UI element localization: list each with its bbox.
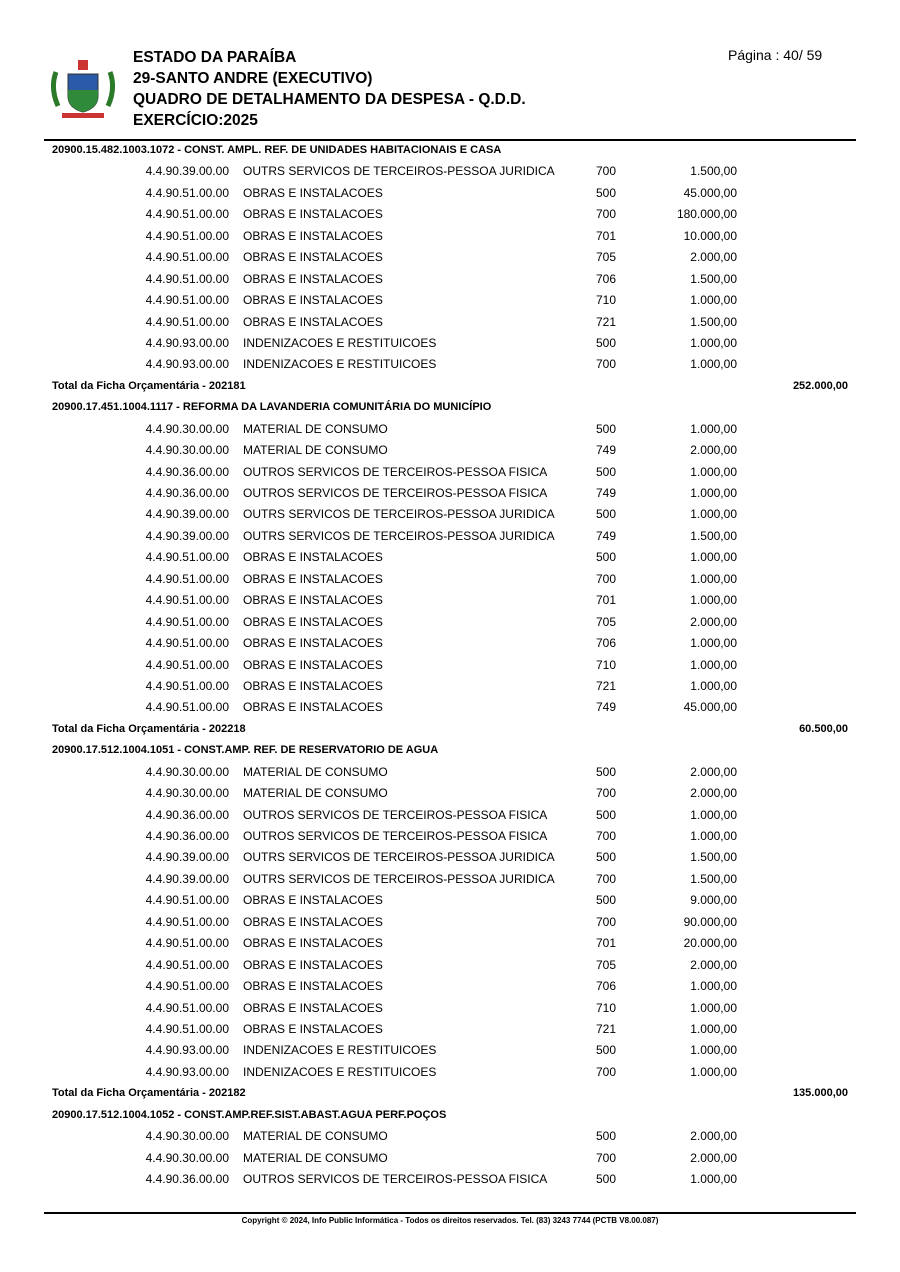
funding-source: 700 xyxy=(596,1064,617,1079)
table-row xyxy=(0,290,900,311)
table-row xyxy=(0,783,900,804)
expense-code: 4.4.90.51.00.00 xyxy=(145,228,229,243)
amount: 1.500,00 xyxy=(690,164,737,179)
table-row xyxy=(0,826,900,847)
amount: 2.000,00 xyxy=(690,764,737,779)
amount: 1.000,00 xyxy=(690,979,737,994)
expense-code: 4.4.90.51.00.00 xyxy=(145,957,229,972)
amount: 45.000,00 xyxy=(683,185,737,200)
table-row xyxy=(0,462,900,483)
funding-source: 700 xyxy=(596,571,617,586)
funding-source: 701 xyxy=(596,593,617,608)
table-row xyxy=(0,526,900,547)
expense-description: OBRAS E INSTALACOES xyxy=(243,185,383,200)
amount: 180.000,00 xyxy=(676,207,737,222)
expense-description: OUTROS SERVICOS DE TERCEIROS-PESSOA FISICA xyxy=(243,1172,548,1186)
table-row xyxy=(0,269,900,290)
funding-source: 500 xyxy=(596,1129,617,1144)
table-row xyxy=(0,1062,900,1083)
expense-description: INDENIZACOES E RESTITUICOES xyxy=(243,1064,437,1079)
expense-description: OBRAS E INSTALACOES xyxy=(243,700,383,715)
table-row xyxy=(0,183,900,204)
expense-description: OBRAS E INSTALACOES xyxy=(243,593,383,608)
amount: 1.000,00 xyxy=(690,421,737,436)
expense-code: 4.4.90.51.00.00 xyxy=(145,250,229,265)
expense-code: 4.4.90.51.00.00 xyxy=(145,314,229,329)
total-amount: 60.500,00 xyxy=(799,722,848,735)
table-row xyxy=(0,354,900,375)
funding-source: 749 xyxy=(596,443,617,458)
amount: 1.000,00 xyxy=(690,636,737,651)
amount: 1.000,00 xyxy=(690,1172,737,1186)
expense-description: OBRAS E INSTALACOES xyxy=(243,657,383,672)
table-row xyxy=(0,312,900,333)
funding-source: 700 xyxy=(596,871,617,886)
header-state: ESTADO DA PARAÍBA xyxy=(133,49,297,66)
funding-source: 500 xyxy=(596,464,617,479)
funding-source: 500 xyxy=(596,507,617,522)
amount: 1.000,00 xyxy=(690,1043,737,1058)
amount: 1.000,00 xyxy=(690,1021,737,1036)
funding-source: 700 xyxy=(596,1150,617,1165)
table-row xyxy=(0,226,900,247)
amount: 1.000,00 xyxy=(690,807,737,822)
funding-source: 710 xyxy=(596,657,617,672)
section-total xyxy=(0,376,900,397)
funding-source: 701 xyxy=(596,228,617,243)
expense-description: INDENIZACOES E RESTITUICOES xyxy=(243,335,437,350)
expense-code: 4.4.90.30.00.00 xyxy=(145,1129,229,1144)
amount: 1.000,00 xyxy=(690,335,737,350)
expense-description: INDENIZACOES E RESTITUICOES xyxy=(243,357,437,372)
funding-source: 721 xyxy=(596,314,617,329)
expense-description: OUTRS SERVICOS DE TERCEIROS-PESSOA JURIDICA xyxy=(243,871,555,886)
table-row xyxy=(0,440,900,461)
section-title: 20900.17.512.1004.1052 - CONST.AMP.REF.SIST.ABAST.AGUA PERF.POÇOS xyxy=(52,1108,447,1121)
amount: 1.000,00 xyxy=(690,593,737,608)
table-row xyxy=(0,697,900,718)
amount: 1.000,00 xyxy=(690,293,737,308)
expense-code: 4.4.90.39.00.00 xyxy=(145,871,229,886)
amount: 45.000,00 xyxy=(683,700,737,715)
section-title: 20900.17.451.1004.1117 - REFORMA DA LAVANDERIA COMUNITÁRIA DO MUNICÍPIO xyxy=(52,401,492,414)
funding-source: 700 xyxy=(596,164,617,179)
table-row xyxy=(0,1040,900,1061)
table-row xyxy=(0,912,900,933)
table-row xyxy=(0,1169,900,1190)
table-row xyxy=(0,976,900,997)
expense-description: OBRAS E INSTALACOES xyxy=(243,1000,383,1015)
expense-code: 4.4.90.51.00.00 xyxy=(145,571,229,586)
table-row xyxy=(0,483,900,504)
coat-of-arms-logo xyxy=(48,58,118,122)
funding-source: 706 xyxy=(596,271,617,286)
table-row xyxy=(0,998,900,1019)
amount: 2.000,00 xyxy=(690,1129,737,1144)
table-row xyxy=(0,655,900,676)
funding-source: 706 xyxy=(596,979,617,994)
expense-description: OBRAS E INSTALACOES xyxy=(243,314,383,329)
expense-description: OBRAS E INSTALACOES xyxy=(243,207,383,222)
amount: 10.000,00 xyxy=(683,228,737,243)
expense-description: OBRAS E INSTALACOES xyxy=(243,271,383,286)
expense-code: 4.4.90.93.00.00 xyxy=(145,1064,229,1079)
table-row xyxy=(0,933,900,954)
expense-code: 4.4.90.36.00.00 xyxy=(145,807,229,822)
amount: 2.000,00 xyxy=(690,786,737,801)
expense-code: 4.4.90.51.00.00 xyxy=(145,678,229,693)
expense-description: OBRAS E INSTALACOES xyxy=(243,936,383,951)
expense-description: OBRAS E INSTALACOES xyxy=(243,979,383,994)
section-header xyxy=(0,1105,900,1126)
amount: 1.000,00 xyxy=(690,571,737,586)
funding-source: 500 xyxy=(596,764,617,779)
funding-source: 500 xyxy=(596,550,617,565)
amount: 1.000,00 xyxy=(690,678,737,693)
amount: 1.500,00 xyxy=(690,871,737,886)
expense-description: OUTROS SERVICOS DE TERCEIROS-PESSOA FISICA xyxy=(243,807,548,822)
expense-description: OBRAS E INSTALACOES xyxy=(243,1021,383,1036)
expense-code: 4.4.90.51.00.00 xyxy=(145,893,229,908)
total-label: Total da Ficha Orçamentária - 202218 xyxy=(52,722,246,735)
funding-source: 706 xyxy=(596,636,617,651)
amount: 1.000,00 xyxy=(690,486,737,500)
expense-description: OBRAS E INSTALACOES xyxy=(243,957,383,972)
table-row xyxy=(0,247,900,268)
expense-code: 4.4.90.93.00.00 xyxy=(145,1043,229,1058)
table-row xyxy=(0,890,900,911)
expense-code: 4.4.90.36.00.00 xyxy=(145,486,229,500)
footer-divider xyxy=(44,1212,856,1214)
table-row xyxy=(0,612,900,633)
expense-code: 4.4.90.51.00.00 xyxy=(145,936,229,951)
expense-code: 4.4.90.51.00.00 xyxy=(145,979,229,994)
funding-source: 500 xyxy=(596,421,617,436)
expense-code: 4.4.90.39.00.00 xyxy=(145,507,229,522)
amount: 20.000,00 xyxy=(683,936,737,951)
section-total xyxy=(0,1083,900,1104)
amount: 1.000,00 xyxy=(690,464,737,479)
funding-source: 710 xyxy=(596,293,617,308)
table-row xyxy=(0,419,900,440)
expense-description: OUTRS SERVICOS DE TERCEIROS-PESSOA JURIDICA xyxy=(243,164,555,179)
table-row xyxy=(0,762,900,783)
total-amount: 135.000,00 xyxy=(792,1087,848,1100)
expense-code: 4.4.90.30.00.00 xyxy=(145,421,229,436)
section-header xyxy=(0,740,900,761)
table-row xyxy=(0,590,900,611)
expense-description: OUTRS SERVICOS DE TERCEIROS-PESSOA JURIDICA xyxy=(243,528,555,543)
expense-description: MATERIAL DE CONSUMO xyxy=(243,443,388,458)
expense-description: OUTROS SERVICOS DE TERCEIROS-PESSOA FISICA xyxy=(243,464,548,479)
expense-description: OBRAS E INSTALACOES xyxy=(243,293,383,308)
expense-description: MATERIAL DE CONSUMO xyxy=(243,786,388,801)
table-row xyxy=(0,161,900,182)
funding-source: 705 xyxy=(596,250,617,265)
amount: 1.500,00 xyxy=(690,528,737,543)
expense-code: 4.4.90.51.00.00 xyxy=(145,657,229,672)
expense-code: 4.4.90.51.00.00 xyxy=(145,550,229,565)
expense-code: 4.4.90.51.00.00 xyxy=(145,271,229,286)
report-body xyxy=(0,140,900,1190)
amount: 1.500,00 xyxy=(690,271,737,286)
expense-code: 4.4.90.36.00.00 xyxy=(145,829,229,843)
expense-description: OBRAS E INSTALACOES xyxy=(243,914,383,929)
section-total xyxy=(0,719,900,740)
expense-code: 4.4.90.30.00.00 xyxy=(145,443,229,458)
expense-code: 4.4.90.36.00.00 xyxy=(145,1172,229,1186)
table-row xyxy=(0,847,900,868)
expense-code: 4.4.90.93.00.00 xyxy=(145,357,229,372)
expense-description: OBRAS E INSTALACOES xyxy=(243,250,383,265)
amount: 9.000,00 xyxy=(690,893,737,908)
report-header xyxy=(133,47,526,131)
funding-source: 500 xyxy=(596,807,617,822)
expense-code: 4.4.90.51.00.00 xyxy=(145,700,229,715)
funding-source: 700 xyxy=(596,207,617,222)
section-header xyxy=(0,397,900,418)
amount: 1.000,00 xyxy=(690,657,737,672)
expense-code: 4.4.90.36.00.00 xyxy=(145,464,229,479)
expense-code: 4.4.90.51.00.00 xyxy=(145,914,229,929)
section-title: 20900.17.512.1004.1051 - CONST.AMP. REF. DE RESERVATORIO DE AGUA xyxy=(52,744,439,757)
table-row xyxy=(0,204,900,225)
funding-source: 705 xyxy=(596,957,617,972)
expense-code: 4.4.90.30.00.00 xyxy=(145,1150,229,1165)
expense-description: OUTRS SERVICOS DE TERCEIROS-PESSOA JURIDICA xyxy=(243,507,555,522)
funding-source: 500 xyxy=(596,335,617,350)
expense-description: OBRAS E INSTALACOES xyxy=(243,636,383,651)
funding-source: 500 xyxy=(596,1172,617,1186)
amount: 2.000,00 xyxy=(690,250,737,265)
funding-source: 705 xyxy=(596,614,617,629)
expense-description: OBRAS E INSTALACOES xyxy=(243,571,383,586)
expense-code: 4.4.90.51.00.00 xyxy=(145,185,229,200)
table-row xyxy=(0,955,900,976)
section-title: 20900.15.482.1003.1072 - CONST. AMPL. REF. DE UNIDADES HABITACIONAIS E CASA xyxy=(52,144,502,156)
funding-source: 749 xyxy=(596,528,617,543)
expense-code: 4.4.90.51.00.00 xyxy=(145,1000,229,1015)
amount: 1.000,00 xyxy=(690,357,737,372)
expense-code: 4.4.90.30.00.00 xyxy=(145,764,229,779)
amount: 2.000,00 xyxy=(690,957,737,972)
funding-source: 749 xyxy=(596,700,617,715)
expense-description: OBRAS E INSTALACOES xyxy=(243,228,383,243)
table-row xyxy=(0,805,900,826)
table-row xyxy=(0,1019,900,1040)
expense-code: 4.4.90.39.00.00 xyxy=(145,850,229,865)
total-amount: 252.000,00 xyxy=(792,379,848,392)
funding-source: 710 xyxy=(596,1000,617,1015)
expense-code: 4.4.90.51.00.00 xyxy=(145,1021,229,1036)
funding-source: 500 xyxy=(596,1043,617,1058)
amount: 2.000,00 xyxy=(690,614,737,629)
expense-code: 4.4.90.51.00.00 xyxy=(145,593,229,608)
expense-description: OUTROS SERVICOS DE TERCEIROS-PESSOA FISICA xyxy=(243,486,548,500)
amount: 2.000,00 xyxy=(690,1150,737,1165)
expense-description: OBRAS E INSTALACOES xyxy=(243,550,383,565)
table-row xyxy=(0,333,900,354)
total-label: Total da Ficha Orçamentária - 202181 xyxy=(52,379,246,392)
header-year: EXERCÍCIO:2025 xyxy=(133,112,258,129)
amount: 1.500,00 xyxy=(690,850,737,865)
funding-source: 749 xyxy=(596,486,617,500)
amount: 1.000,00 xyxy=(690,507,737,522)
page-number: Página : 40/ 59 xyxy=(728,47,823,63)
table-row xyxy=(0,1148,900,1169)
funding-source: 500 xyxy=(596,185,617,200)
table-row xyxy=(0,1126,900,1147)
expense-description: OBRAS E INSTALACOES xyxy=(243,893,383,908)
expense-description: OUTRS SERVICOS DE TERCEIROS-PESSOA JURIDICA xyxy=(243,850,555,865)
table-row xyxy=(0,676,900,697)
funding-source: 700 xyxy=(596,357,617,372)
table-row xyxy=(0,569,900,590)
expense-description: OBRAS E INSTALACOES xyxy=(243,678,383,693)
amount: 2.000,00 xyxy=(690,443,737,458)
section-header xyxy=(0,140,900,161)
expense-code: 4.4.90.39.00.00 xyxy=(145,164,229,179)
expense-description: INDENIZACOES E RESTITUICOES xyxy=(243,1043,437,1058)
header-report-title: QUADRO DE DETALHAMENTO DA DESPESA - Q.D.D. xyxy=(133,91,526,108)
expense-code: 4.4.90.93.00.00 xyxy=(145,335,229,350)
funding-source: 700 xyxy=(596,829,617,843)
amount: 1.000,00 xyxy=(690,550,737,565)
expense-code: 4.4.90.51.00.00 xyxy=(145,636,229,651)
expense-code: 4.4.90.30.00.00 xyxy=(145,786,229,801)
funding-source: 500 xyxy=(596,850,617,865)
copyright-footer: Copyright © 2024, Info Public Informática - Todos os direitos reservados. Tel. (83) 3243 7744 (PCTB V8.00.087) xyxy=(241,1216,659,1225)
expense-code: 4.4.90.51.00.00 xyxy=(145,207,229,222)
total-label: Total da Ficha Orçamentária - 202182 xyxy=(52,1087,246,1100)
expense-description: MATERIAL DE CONSUMO xyxy=(243,1129,388,1144)
expense-description: OBRAS E INSTALACOES xyxy=(243,614,383,629)
expense-description: MATERIAL DE CONSUMO xyxy=(243,764,388,779)
expense-description: MATERIAL DE CONSUMO xyxy=(243,421,388,436)
funding-source: 700 xyxy=(596,914,617,929)
amount: 1.500,00 xyxy=(690,314,737,329)
table-row xyxy=(0,869,900,890)
amount: 1.000,00 xyxy=(690,1000,737,1015)
expense-description: MATERIAL DE CONSUMO xyxy=(243,1150,388,1165)
expense-description: OUTROS SERVICOS DE TERCEIROS-PESSOA FISICA xyxy=(243,829,548,843)
table-row xyxy=(0,547,900,568)
amount: 1.000,00 xyxy=(690,829,737,843)
funding-source: 701 xyxy=(596,936,617,951)
table-row xyxy=(0,633,900,654)
amount: 1.000,00 xyxy=(690,1064,737,1079)
funding-source: 500 xyxy=(596,893,617,908)
funding-source: 700 xyxy=(596,786,617,801)
funding-source: 721 xyxy=(596,678,617,693)
funding-source: 721 xyxy=(596,1021,617,1036)
amount: 90.000,00 xyxy=(683,914,737,929)
expense-code: 4.4.90.51.00.00 xyxy=(145,293,229,308)
header-entity: 29-SANTO ANDRE (EXECUTIVO) xyxy=(133,70,373,87)
expense-code: 4.4.90.39.00.00 xyxy=(145,528,229,543)
expense-code: 4.4.90.51.00.00 xyxy=(145,614,229,629)
table-row xyxy=(0,504,900,525)
